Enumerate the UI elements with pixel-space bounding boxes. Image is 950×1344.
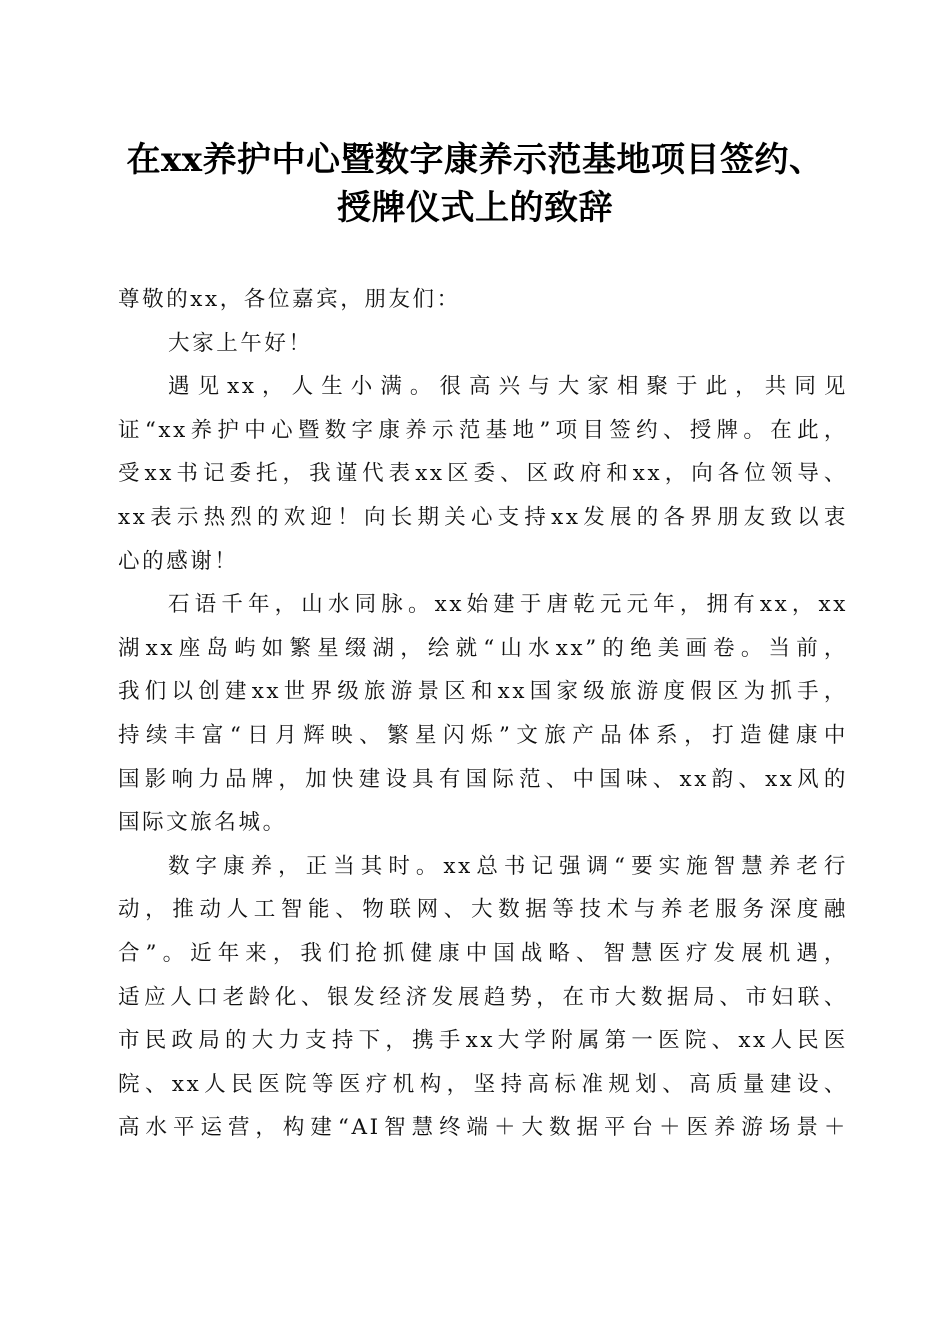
- paragraph-3-line-2: 动，推动人工智能、物联网、大数据等技术与养老服务深度融: [118, 897, 848, 923]
- paragraph-3-line-6: 院、xx人民医院等医疗机构，坚持高标准规划、高质量建设、: [118, 1071, 848, 1097]
- paragraph-1-line-3: 受xx书记委托，我谨代表xx区委、区政府和xx，向各位领导、: [118, 461, 848, 487]
- paragraph-3-line-5: 市民政局的大力支持下，携手xx大学附属第一医院、xx人民医: [118, 1028, 848, 1054]
- paragraph-2-line-3: 我们以创建xx世界级旅游景区和xx国家级旅游度假区为抓手，: [118, 679, 848, 705]
- paragraph-2-line-5: 国影响力品牌，加快建设具有国际范、中国味、xx韵、xx风的: [118, 766, 848, 792]
- paragraph-2-line-6: 国际文旅名城。: [118, 810, 287, 836]
- salutation: 尊敬的xx，各位嘉宾，朋友们：: [118, 287, 461, 312]
- greeting: 大家上午好！: [168, 330, 313, 356]
- document-title: [100, 136, 850, 232]
- title-line-1: 在xx养护中心暨数字康养示范基地项目签约、: [126, 140, 824, 180]
- paragraph-3-line-3: 合”。近年来，我们抢抓健康中国战略、智慧医疗发展机遇，: [118, 940, 848, 966]
- paragraph-2-line-2: 湖xx座岛屿如繁星缀湖，绘就“山水xx”的绝美画卷。当前，: [118, 635, 848, 661]
- paragraph-2-line-1: 石语千年，山水同脉。xx始建于唐乾元元年，拥有xx，xx: [168, 592, 848, 618]
- paragraph-1-line-4: xx表示热烈的欢迎！向长期关心支持xx发展的各界朋友致以衷: [118, 504, 848, 530]
- paragraph-3-line-7: 高水平运营，构建“AI智慧终端＋大数据平台＋医养游场景＋: [118, 1115, 848, 1141]
- paragraph-1-line-2: 证“xx养护中心暨数字康养示范基地”项目签约、授牌。在此，: [118, 417, 848, 443]
- paragraph-3-line-1: 数字康养，正当其时。xx总书记强调“要实施智慧养老行: [168, 853, 848, 879]
- title-line-2: 授牌仪式上的致辞: [337, 188, 613, 228]
- paragraph-3-line-4: 适应人口老龄化、银发经济发展趋势，在市大数据局、市妇联、: [118, 984, 848, 1010]
- paragraph-1-line-5: 心的感谢！: [118, 548, 239, 574]
- paragraph-1-line-1: 遇见xx，人生小满。很高兴与大家相聚于此，共同见: [168, 374, 848, 400]
- paragraph-2-line-4: 持续丰富“日月辉映、繁星闪烁”文旅产品体系，打造健康中: [118, 722, 848, 748]
- document-body: [118, 278, 848, 1150]
